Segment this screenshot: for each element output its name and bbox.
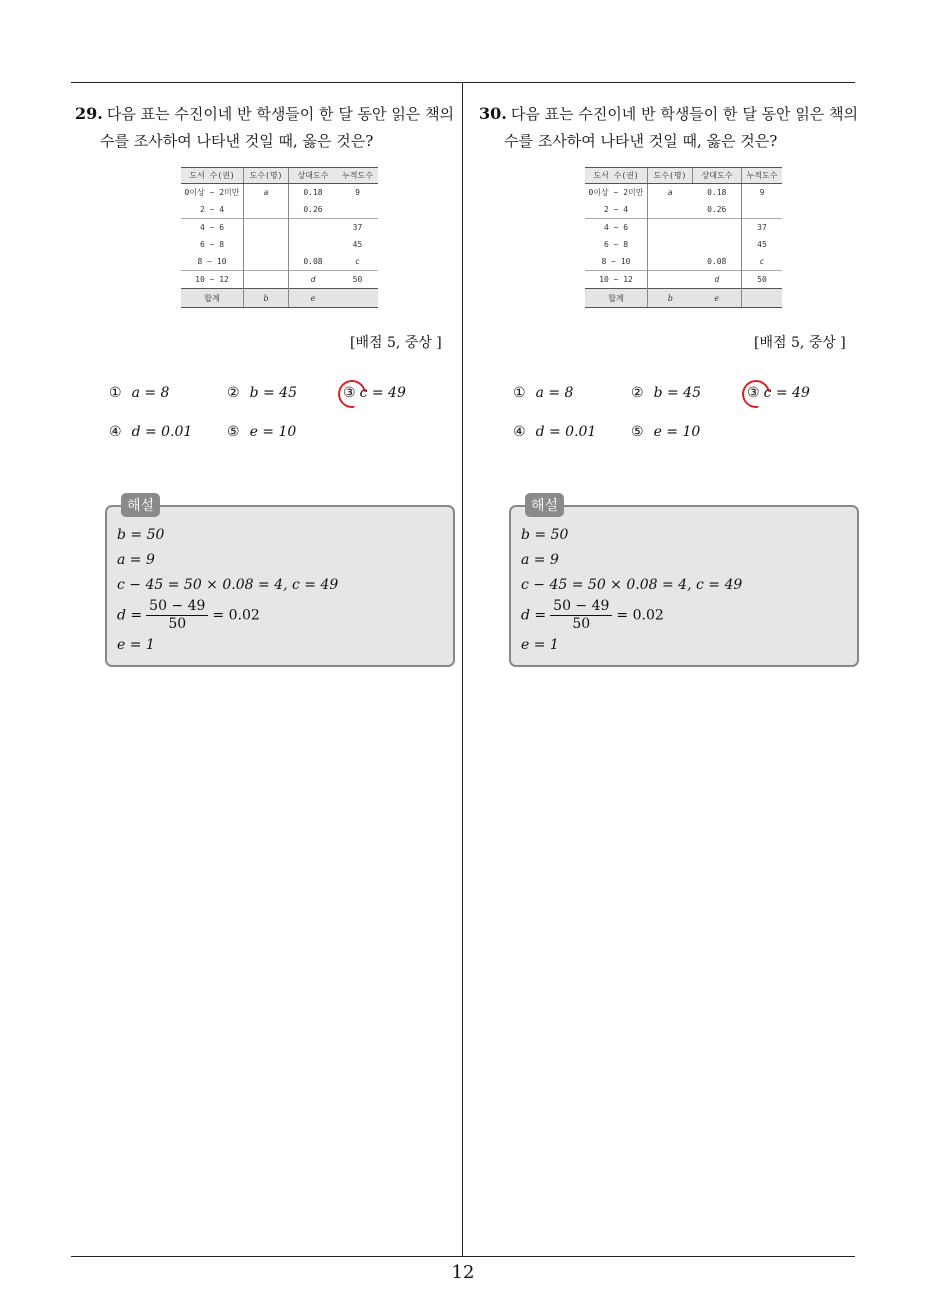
question-29 bbox=[75, 100, 460, 653]
fraction-denominator: 50 bbox=[168, 616, 187, 632]
table-cell bbox=[693, 219, 742, 237]
table-header-row bbox=[585, 168, 782, 184]
table-cell: 10 ~ 12 bbox=[181, 271, 244, 289]
table-cell: 4 ~ 6 bbox=[585, 219, 648, 237]
table-cell: a bbox=[244, 184, 289, 202]
table-cell bbox=[244, 201, 289, 219]
question-number: 29. bbox=[75, 104, 103, 123]
table-cell bbox=[244, 271, 289, 289]
table-cell: 8 ~ 10 bbox=[197, 257, 227, 266]
fraction bbox=[146, 598, 208, 633]
choice-3[interactable] bbox=[343, 385, 406, 401]
header-cell: 도수(명) bbox=[648, 168, 693, 184]
table-row bbox=[181, 184, 378, 202]
table-cell: 50 bbox=[742, 271, 783, 289]
table-cell: 0이상 ~ 2미만 bbox=[184, 188, 240, 197]
table-cell: 50 bbox=[337, 271, 378, 289]
table-cell: 2 ~ 4 bbox=[199, 205, 225, 214]
fraction-lhs: d = bbox=[521, 607, 547, 624]
solution-line: b = 50 bbox=[117, 527, 165, 543]
table-cell: b bbox=[244, 289, 289, 308]
table-cell: 4 ~ 6 bbox=[181, 219, 244, 237]
column-divider bbox=[462, 82, 463, 1257]
fraction-numerator: 50 − 49 bbox=[146, 598, 208, 616]
table-cell: 0.26 bbox=[707, 205, 727, 214]
solution-body bbox=[521, 523, 742, 658]
frequency-table bbox=[585, 167, 782, 308]
table-cell: 45 bbox=[352, 240, 363, 249]
table-row bbox=[181, 236, 378, 253]
choice-expr: d = 0.01 bbox=[131, 424, 193, 440]
question-line-1: 다음 표는 수진이네 반 학생들이 한 달 동안 읽은 책의 bbox=[510, 105, 859, 123]
choice-marker: ② bbox=[631, 385, 644, 401]
choice-marker: ⑤ bbox=[631, 424, 644, 440]
table-cell: 0.26 bbox=[289, 201, 338, 219]
table-cell: 0.18 bbox=[707, 188, 727, 197]
choice-marker: ⑤ bbox=[227, 424, 240, 440]
table-row bbox=[181, 219, 378, 237]
choice-expr: d = 0.01 bbox=[535, 424, 597, 440]
table-cell bbox=[648, 201, 693, 219]
table-cell bbox=[244, 253, 289, 271]
choice-5[interactable] bbox=[227, 424, 296, 440]
choice-marker: ① bbox=[109, 385, 122, 401]
question-30 bbox=[479, 100, 864, 653]
score-label: [배점 5, 중상 ] bbox=[754, 335, 846, 351]
table-cell: 45 bbox=[742, 236, 783, 253]
frequency-table bbox=[181, 167, 378, 308]
choice-1[interactable] bbox=[513, 385, 573, 401]
table-cell bbox=[289, 236, 338, 253]
header-cell: 도수(명) bbox=[244, 168, 289, 184]
table-cell: 0.18 bbox=[289, 184, 338, 202]
table-cell: 0.08 bbox=[707, 257, 727, 266]
solution-box bbox=[105, 498, 455, 667]
table-row bbox=[585, 201, 782, 219]
solution-line: b = 50 bbox=[521, 527, 569, 543]
table-row bbox=[585, 184, 782, 202]
table-row bbox=[181, 271, 378, 289]
header-cell: 도서 수(권) bbox=[585, 168, 648, 184]
table-total-row bbox=[181, 289, 378, 308]
question-line-1: 다음 표는 수진이네 반 학생들이 한 달 동안 읽은 책의 bbox=[106, 105, 455, 123]
header-cell: 누적도수 bbox=[742, 168, 783, 184]
choice-expr: b = 45 bbox=[249, 385, 297, 401]
choice-4[interactable] bbox=[109, 424, 192, 440]
table-row bbox=[585, 271, 782, 289]
choice-5[interactable] bbox=[631, 424, 700, 440]
fraction-numerator: 50 − 49 bbox=[550, 598, 612, 616]
fraction-lhs: d = bbox=[117, 607, 143, 624]
choice-expr: e = 10 bbox=[653, 424, 701, 440]
solution-box bbox=[509, 498, 859, 667]
header-cell: 도서 수(권) bbox=[181, 168, 244, 184]
table-cell bbox=[244, 219, 289, 237]
table-cell bbox=[244, 236, 289, 253]
choice-expr: a = 8 bbox=[131, 385, 170, 401]
top-rule bbox=[71, 82, 855, 83]
table-cell: c bbox=[355, 257, 360, 266]
page-number: 12 bbox=[451, 1262, 475, 1283]
table-cell: 6 ~ 8 bbox=[603, 240, 629, 249]
table-cell bbox=[648, 219, 693, 237]
question-line-2: 수를 조사하여 나타낸 것일 때, 옳은 것은? bbox=[504, 132, 778, 150]
choice-1[interactable] bbox=[109, 385, 169, 401]
table-row bbox=[181, 253, 378, 271]
table-cell bbox=[742, 289, 783, 308]
table-cell: e bbox=[289, 289, 338, 308]
choice-marker: ④ bbox=[109, 424, 122, 440]
choice-marker: ③ bbox=[343, 385, 356, 401]
table-cell: 0.08 bbox=[289, 253, 338, 271]
solution-label: 해설 bbox=[525, 493, 564, 517]
table-cell: c bbox=[742, 253, 783, 271]
table-cell: 9 bbox=[355, 188, 360, 197]
fraction-rhs: = 0.02 bbox=[212, 607, 260, 624]
question-number: 30. bbox=[479, 104, 507, 123]
table-cell: 6 ~ 8 bbox=[199, 240, 225, 249]
table-cell bbox=[693, 236, 742, 253]
solution-line: c − 45 = 50 × 0.08 = 4, c = 49 bbox=[521, 577, 743, 593]
table-cell: 8 ~ 10 bbox=[601, 257, 631, 266]
header-cell: 누적도수 bbox=[337, 168, 378, 184]
question-text bbox=[479, 100, 864, 155]
choice-marker: ④ bbox=[513, 424, 526, 440]
solution-line: e = 1 bbox=[521, 637, 559, 653]
choice-expr: b = 45 bbox=[653, 385, 701, 401]
choice-expr: a = 8 bbox=[535, 385, 574, 401]
question-text bbox=[75, 100, 460, 155]
table-cell bbox=[648, 253, 693, 271]
solution-body bbox=[117, 523, 338, 658]
solution-fraction-line bbox=[117, 598, 338, 633]
table-cell: a bbox=[648, 184, 693, 202]
choice-marker: ③ bbox=[747, 385, 760, 401]
table-cell: 37 bbox=[742, 219, 783, 237]
table-cell: 9 bbox=[742, 184, 783, 202]
header-cell: 상대도수 bbox=[693, 168, 742, 184]
table-cell bbox=[337, 201, 378, 219]
solution-line: c − 45 = 50 × 0.08 = 4, c = 49 bbox=[117, 577, 339, 593]
table-row bbox=[181, 201, 378, 219]
table-cell: 10 ~ 12 bbox=[585, 271, 648, 289]
table-cell: d bbox=[693, 271, 742, 289]
table-cell: 37 bbox=[337, 219, 378, 237]
table-cell bbox=[289, 219, 338, 237]
table-cell bbox=[648, 236, 693, 253]
table-header-row bbox=[181, 168, 378, 184]
choice-3[interactable] bbox=[747, 385, 810, 401]
score-label: [배점 5, 중상 ] bbox=[350, 335, 442, 351]
table-total-row bbox=[585, 289, 782, 308]
table-cell: 합계 bbox=[181, 289, 244, 308]
choice-2[interactable] bbox=[227, 385, 297, 401]
table-row bbox=[585, 236, 782, 253]
choice-marker: ① bbox=[513, 385, 526, 401]
choice-expr: e = 10 bbox=[249, 424, 297, 440]
table-cell bbox=[742, 201, 783, 219]
choice-4[interactable] bbox=[513, 424, 596, 440]
question-line-2: 수를 조사하여 나타낸 것일 때, 옳은 것은? bbox=[100, 132, 374, 150]
solution-label: 해설 bbox=[121, 493, 160, 517]
table-cell: 2 ~ 4 bbox=[603, 205, 629, 214]
fraction bbox=[550, 598, 612, 633]
table-row bbox=[585, 253, 782, 271]
table-cell: 0이상 ~ 2미만 bbox=[588, 188, 644, 197]
table-cell: b bbox=[648, 289, 693, 308]
solution-line: a = 9 bbox=[521, 552, 559, 568]
fraction-denominator: 50 bbox=[572, 616, 591, 632]
table-cell: 합계 bbox=[585, 289, 648, 308]
choice-expr: c = 49 bbox=[763, 385, 810, 401]
choice-2[interactable] bbox=[631, 385, 701, 401]
table-cell bbox=[337, 289, 378, 308]
table-cell: d bbox=[289, 271, 338, 289]
solution-fraction-line bbox=[521, 598, 742, 633]
solution-line: a = 9 bbox=[117, 552, 155, 568]
table-cell bbox=[648, 271, 693, 289]
table-cell: e bbox=[693, 289, 742, 308]
bottom-rule bbox=[71, 1256, 855, 1257]
solution-line: e = 1 bbox=[117, 637, 155, 653]
header-cell: 상대도수 bbox=[289, 168, 338, 184]
fraction-rhs: = 0.02 bbox=[616, 607, 664, 624]
table-row bbox=[585, 219, 782, 237]
choice-marker: ② bbox=[227, 385, 240, 401]
choice-expr: c = 49 bbox=[359, 385, 406, 401]
